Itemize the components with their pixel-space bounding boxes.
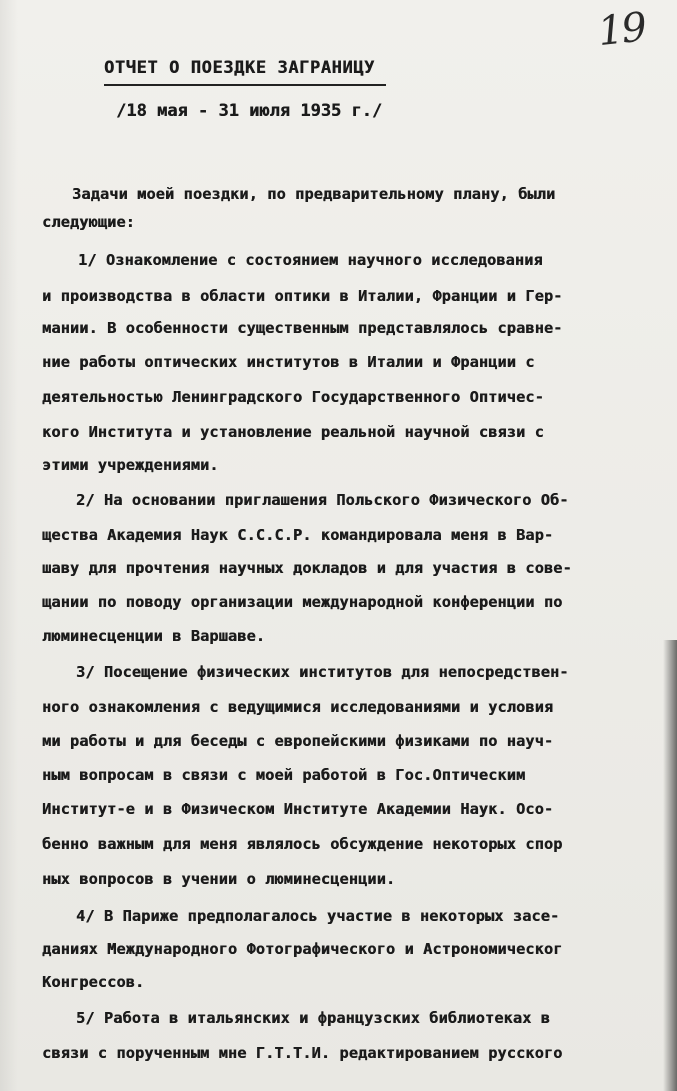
text-line: 2/ На основании приглашения Польского Физического Об-: [76, 491, 569, 509]
page-number: 19: [595, 4, 648, 56]
text-line: люминесценции в Варшаве.: [42, 627, 266, 645]
document-dates: /18 мая - 31 июля 1935 г./: [116, 101, 383, 121]
text-line: 3/ Посещение физических институтов для непосредствен-: [76, 663, 569, 681]
text-line: 4/ В Париже предполагалось участие в некоторых засе-: [76, 907, 560, 925]
text-line: следующие:: [42, 213, 135, 231]
text-line: 1/ Ознакомление с состоянием научного исследования: [78, 251, 543, 269]
text-line: и производства в области оптики в Италии, Франции и Гер-: [42, 287, 563, 305]
document-title: ОТЧЕТ О ПОЕЗДКЕ ЗАГРАНИЦУ: [104, 58, 375, 78]
text-line: щании по поводу организации международной конференции по: [42, 593, 563, 611]
text-line: связи с порученным мне Г.Т.Т.И. редактированием русского: [42, 1044, 563, 1062]
text-line: 5/ Работа в итальянских и французских библиотеках в: [76, 1009, 550, 1027]
text-line: ние работы оптических институтов в Италии и Франции с: [42, 353, 535, 371]
page-edge-shadow: [663, 640, 677, 1091]
text-line: ных вопросов в учении о люминесценции.: [42, 870, 396, 888]
text-line: этими учреждениями.: [42, 456, 219, 474]
text-line: деятельностью Ленинградского Государственного Оптичес-: [42, 388, 544, 406]
text-line: мании. В особенности существенным представлялось сравне-: [42, 319, 563, 337]
text-line: ным вопросам в связи с моей работой в Гос.Оптическим: [42, 766, 526, 784]
text-line: Конгрессов.: [42, 973, 145, 991]
text-line: кого Института и установление реальной научной связи с: [42, 423, 544, 441]
text-line: шаву для прочтения научных докладов и для участия в сове-: [42, 559, 572, 577]
text-line: даниях Международного Фотографического и Астрономическог: [42, 940, 563, 958]
title-underline: [104, 84, 386, 86]
text-line: ного ознакомления с ведущимися исследованиями и условия: [42, 698, 554, 716]
text-line: бенно важным для меня являлось обсуждение некоторых спор: [42, 835, 563, 853]
text-line: ми работы и для беседы с европейскими физиками по науч-: [42, 732, 554, 750]
text-line: Институт-е и в Физическом Институте Академии Наук. Осо-: [42, 800, 554, 818]
text-line: щества Академия Наук С.С.С.Р. командировала меня в Вар-: [42, 526, 554, 544]
text-line: Задачи моей поездки, по предварительному плану, были: [72, 185, 556, 203]
